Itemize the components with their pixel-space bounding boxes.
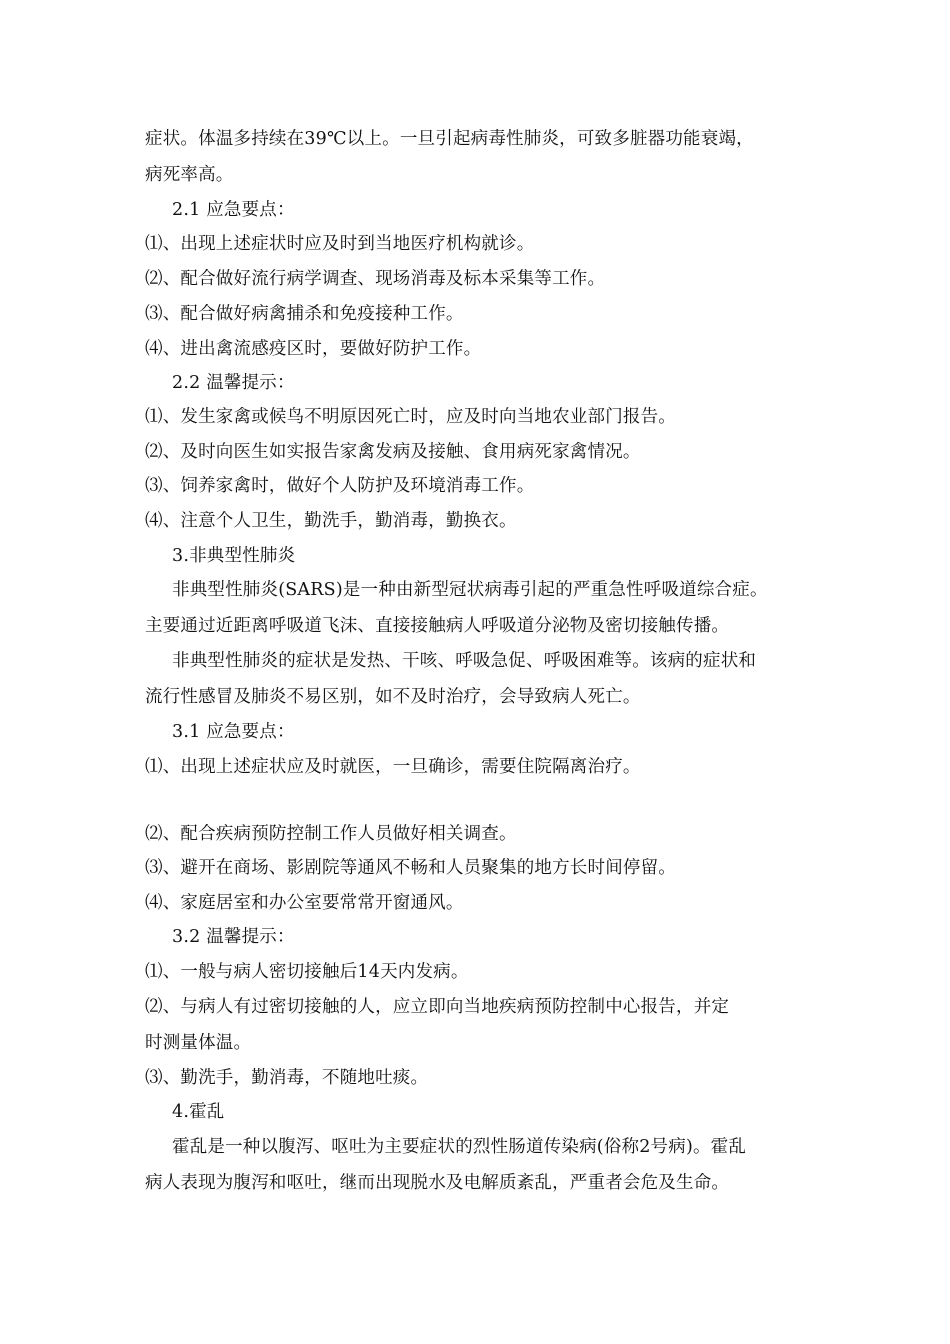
paragraph-line: 流行性感冒及肺炎不易区别，如不及时治疗，会导致病人死亡。 [145, 687, 641, 707]
paragraph-line: 非典型性肺炎(SARS)是一种由新型冠状病毒引起的严重急性呼吸道综合症。 [172, 580, 768, 600]
section-heading: 3.非典型性肺炎 [172, 546, 296, 566]
section-heading: 4.霍乱 [172, 1102, 225, 1122]
list-item: ⑵、及时向医生如实报告家禽发病及接触、食用病死家禽情况。 [145, 442, 641, 462]
list-item: ⑴、一般与病人密切接触后14天内发病。 [145, 962, 469, 982]
paragraph-line: 症状。体温多持续在39℃以上。一旦引起病毒性肺炎，可致多脏器功能衰竭， [145, 129, 754, 149]
list-item: ⑶、避开在商场、影剧院等通风不畅和人员聚集的地方长时间停留。 [145, 858, 676, 878]
section-heading: 2.1 应急要点： [172, 200, 295, 220]
list-item: ⑴、发生家禽或候鸟不明原因死亡时，应及时向当地农业部门报告。 [145, 407, 676, 427]
list-item: ⑵、配合做好流行病学调查、现场消毒及标本采集等工作。 [145, 269, 606, 289]
paragraph-line: 非典型性肺炎的症状是发热、干咳、呼吸急促、呼吸困难等。该病的症状和 [172, 651, 757, 671]
paragraph-line: 时测量体温。 [145, 1033, 252, 1053]
section-heading: 3.2 温馨提示： [172, 927, 295, 947]
list-item: ⑷、进出禽流感疫区时，要做好防护工作。 [145, 339, 482, 359]
list-item: ⑶、配合做好病禽捕杀和免疫接种工作。 [145, 304, 464, 324]
paragraph-line: 病死率高。 [145, 165, 234, 185]
paragraph-line: 主要通过近距离呼吸道飞沫、直接接触病人呼吸道分泌物及密切接触传播。 [145, 616, 730, 636]
list-item: ⑶、勤洗手，勤消毒，不随地吐痰。 [145, 1068, 429, 1088]
paragraph-line: 霍乱是一种以腹泻、呕吐为主要症状的烈性肠道传染病(俗称2号病)。霍乱 [172, 1137, 747, 1157]
section-heading: 3.1 应急要点： [172, 722, 295, 742]
paragraph-line: 病人表现为腹泻和呕吐，继而出现脱水及电解质紊乱，严重者会危及生命。 [145, 1173, 730, 1193]
list-item: ⑷、家庭居室和办公室要常常开窗通风。 [145, 893, 464, 913]
list-item: ⑵、与病人有过密切接触的人，应立即向当地疾病预防控制中心报告，并定 [145, 997, 730, 1017]
list-item: ⑴、出现上述症状时应及时到当地医疗机构就诊。 [145, 234, 535, 254]
list-item: ⑶、饲养家禽时，做好个人防护及环境消毒工作。 [145, 476, 535, 496]
list-item: ⑷、注意个人卫生，勤洗手，勤消毒，勤换衣。 [145, 511, 517, 531]
list-item: ⑴、出现上述症状应及时就医，一旦确诊，需要住院隔离治疗。 [145, 757, 641, 777]
section-heading: 2.2 温馨提示： [172, 373, 295, 393]
list-item: ⑵、配合疾病预防控制工作人员做好相关调查。 [145, 824, 517, 844]
